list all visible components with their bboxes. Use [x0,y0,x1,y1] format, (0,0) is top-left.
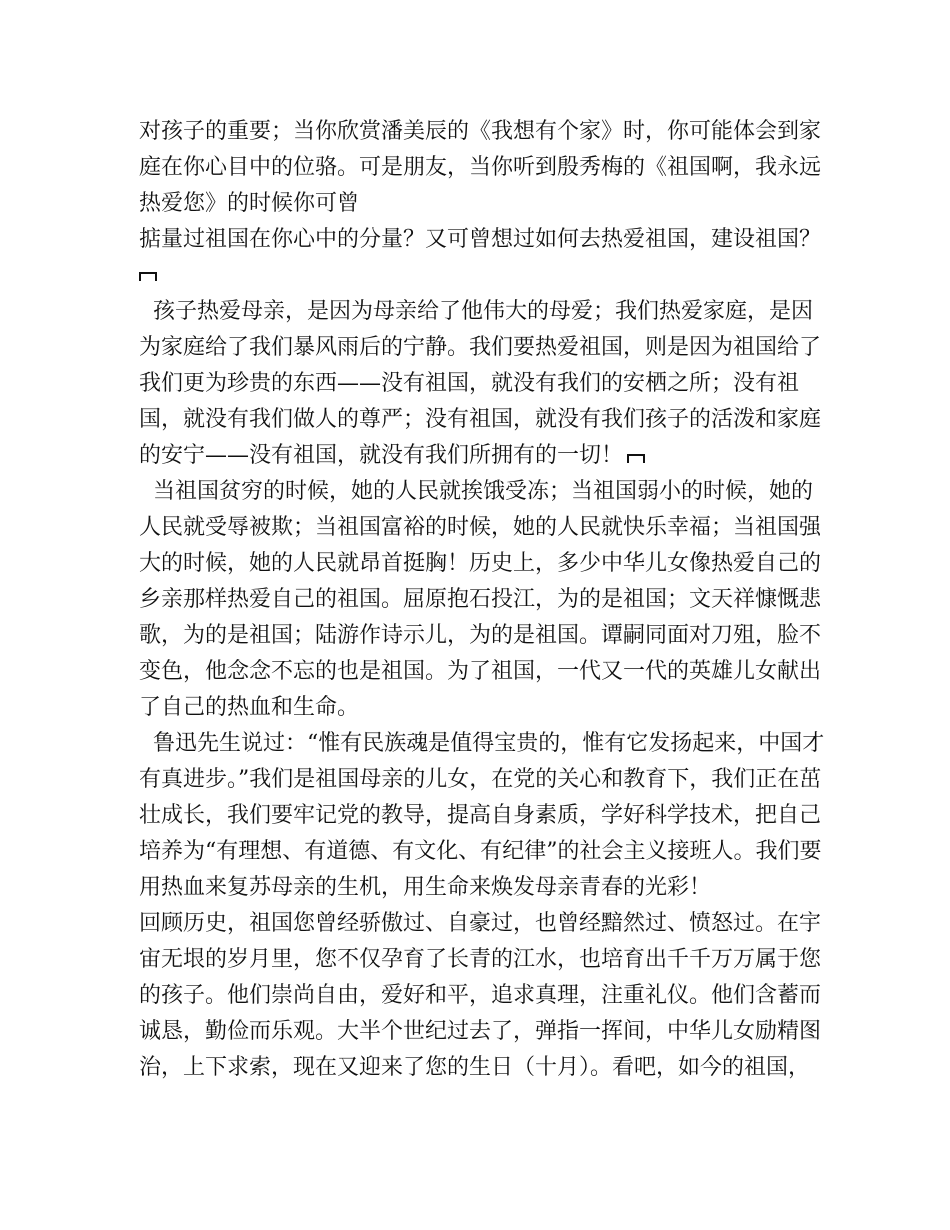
paragraph-6: 回顾历史，祖国您曾经骄傲过、自豪过，也曾经黯然过、愤怒过。在宇宙无垠的岁月里，您不仅孕育了长青的江水，也培育出千千万万属于您的孩子。他们崇尚自由，爱好和平，追求真理，注重礼仪。他们含蓄而诚恳，勤俭而乐观。大半个世纪过去了，弹指一挥间，中华儿女励精图治，上下求索，现在又迎来了您的生日（十月）。看吧，如今的祖国， [139,911,822,1080]
document-body [139,114,829,1086]
paragraph-3 [139,294,829,474]
bracket-mark-icon [627,454,645,463]
section-break-marker [139,258,829,294]
paragraph-1: 对孩子的重要；当你欣赏潘美辰的《我想有个家》时，你可能体会到家庭在你心目中的位骆。可是朋友，当你听到殷秀梅的《祖国啊，我永远热爱您》的时候你可曾 [139,119,822,216]
paragraph-5: 鲁迅先生说过：“惟有民族魂是值得宝贵的，惟有它发扬起来，中国才有真进步。”我们是祖国母亲的儿女，在党的关心和教育下，我们正在茁壮成长，我们要牢记党的教导，提高自身素质，学好科学技术，把自己培养为“有理想、有道德、有文化、有纪律”的社会主义接班人。我们要用热血来复苏母亲的生机，用生命来焕发母亲青春的光彩！ [139,731,825,900]
paragraph-4: 当祖国贫穷的时候，她的人民就挨饿受冻；当祖国弱小的时候，她的人民就受辱被欺；当祖国富裕的时候，她的人民就快乐幸福；当祖国强大的时候，她的人民就昂首挺胸！历史上，多少中华儿女像热爱自己的乡亲那样热爱自己的祖国。屈原抱石投江，为的是祖国；文天祥慷慨悲歌，为的是祖国；陆游作诗示儿，为的是祖国。谭嗣同面对刀殂，脸不变色，他念念不忘的也是祖国。为了祖国，一代又一代的英雄儿女献出了自己的热血和生命。 [139,479,822,720]
bracket-mark-icon [139,272,157,281]
paragraph-3-text: 孩子热爱母亲，是因为母亲给了他伟大的母爱；我们热爱家庭，是因为家庭给了我们暴风雨后的宁静。我们要热爱祖国，则是因为祖国给了我们更为珍贵的东西——没有祖国，就没有我们的安栖之所；没有祖国，就没有我们做人的尊严；没有祖国，就没有我们孩子的活泼和家庭的安宁——没有祖国，就没有我们所拥有的一切！ [139,299,822,468]
paragraph-2: 掂量过祖国在你心中的分量？又可曾想过如何去热爱祖国，建设祖国？ [139,227,822,252]
